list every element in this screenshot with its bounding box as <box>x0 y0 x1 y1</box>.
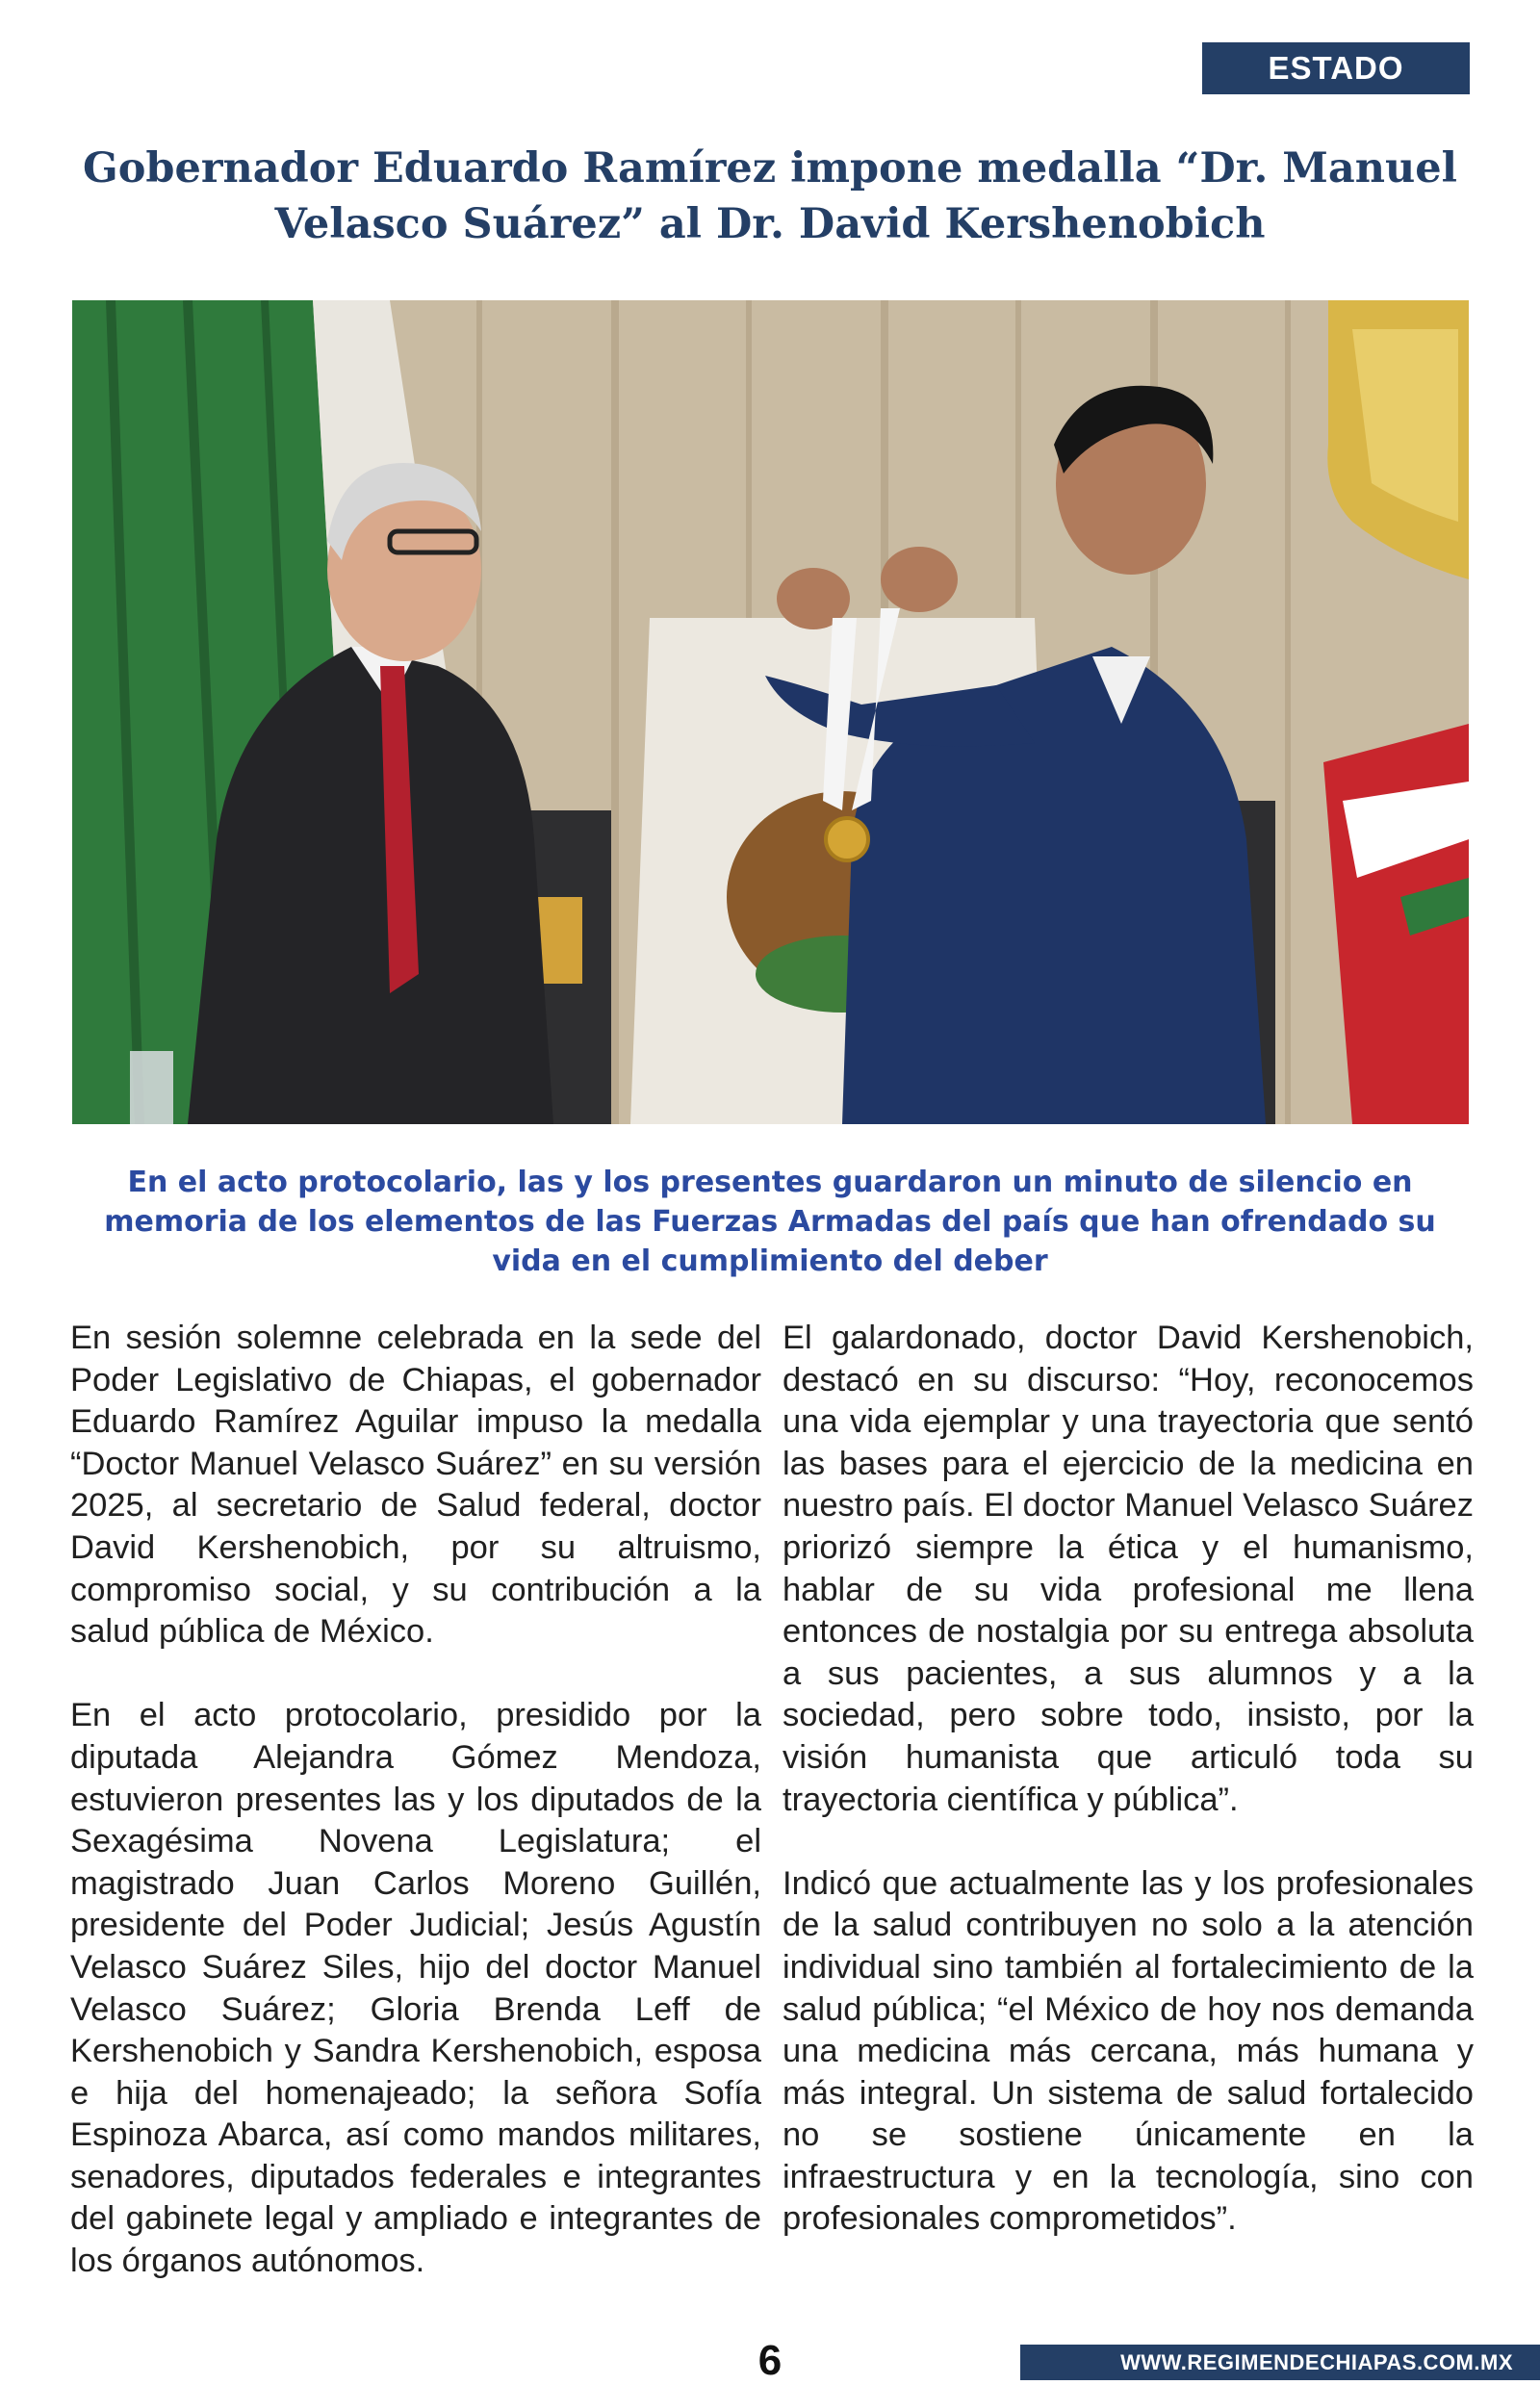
paragraph: El galardonado, doctor David Kershenobich, destacó en su discurso: “Hoy, reconocemos una vida ejemplar y una trayectoria que sentó las bases para el ejercicio de la medicina en nuestro país. El doctor Manuel Velasco Suárez priorizó siempre la ética y el humanismo, hablar de su vida profesional me llena entonces de nostalgia por su entrega absoluta a sus pacientes, a sus alumnos y a la sociedad, pero sobre todo, insisto, por la visión humanista que articuló toda su trayectoria científica y pública”. <box>783 1320 1474 1818</box>
ceremony-photo-icon <box>72 300 1469 1124</box>
website-footer <box>1020 2345 1540 2380</box>
paragraph: En sesión solemne celebrada en la sede del Poder Legislativo de Chiapas, el gobernador Eduardo Ramírez Aguilar impuso la medalla “Doctor Manuel Velasco Suárez” en su versión 2025, al secretario de Salud federal, doctor David Kershenobich, por su altruismo, compromiso social, y su contribución a la salud pública de México. <box>70 1320 761 1651</box>
article-photo <box>72 300 1469 1124</box>
paragraph: En el acto protocolario, presidido por la diputada Alejandra Gómez Mendoza, estuvieron presentes las y los diputados de la Sexagésima Novena Legislatura; el magistrado Juan Carlos Moreno Guillén, presidente del Poder Judicial; Jesús Agustín Velasco Suárez Siles, hijo del doctor Manuel Velasco Suárez; Gloria Brenda Leff de Kershenobich y Sandra Kershenobich, esposa e hija del homenajeado; la señora Sofía Espinoza Abarca, así como mandos militares, senadores, diputados federales e integrantes del gabinete legal y ampliado e integrantes de los órganos autónomos. <box>70 1697 761 2280</box>
article-headline: Gobernador Eduardo Ramírez impone medalla “Dr. Manuel Velasco Suárez” al Dr. David Kershenobich <box>83 144 1457 248</box>
photo-caption: En el acto protocolario, las y los presentes guardaron un minuto de silencio en memoria de los elementos de las Fuerzas Armadas del país que han ofrendado su vida en el cumplimiento del deber <box>104 1166 1436 1278</box>
paragraph: Indicó que actualmente las y los profesionales de la salud contribuyen no solo a la atención individual sino también al fortalecimiento de la salud pública; “el México de hoy nos demanda una medicina más cercana, más humana y más integral. Un sistema de salud fortalecido no se sostiene únicamente en la infraestructura y en la tecnología, sino con profesionales comprometidos”. <box>783 1864 1474 2238</box>
section-tag: ESTADO <box>1202 42 1470 94</box>
article-column-right <box>783 1318 1474 2283</box>
article-column-left <box>70 1318 761 2324</box>
website-url: WWW.REGIMENDECHIAPAS.COM.MX <box>1120 2349 1513 2374</box>
page-number: 6 <box>757 2337 783 2384</box>
